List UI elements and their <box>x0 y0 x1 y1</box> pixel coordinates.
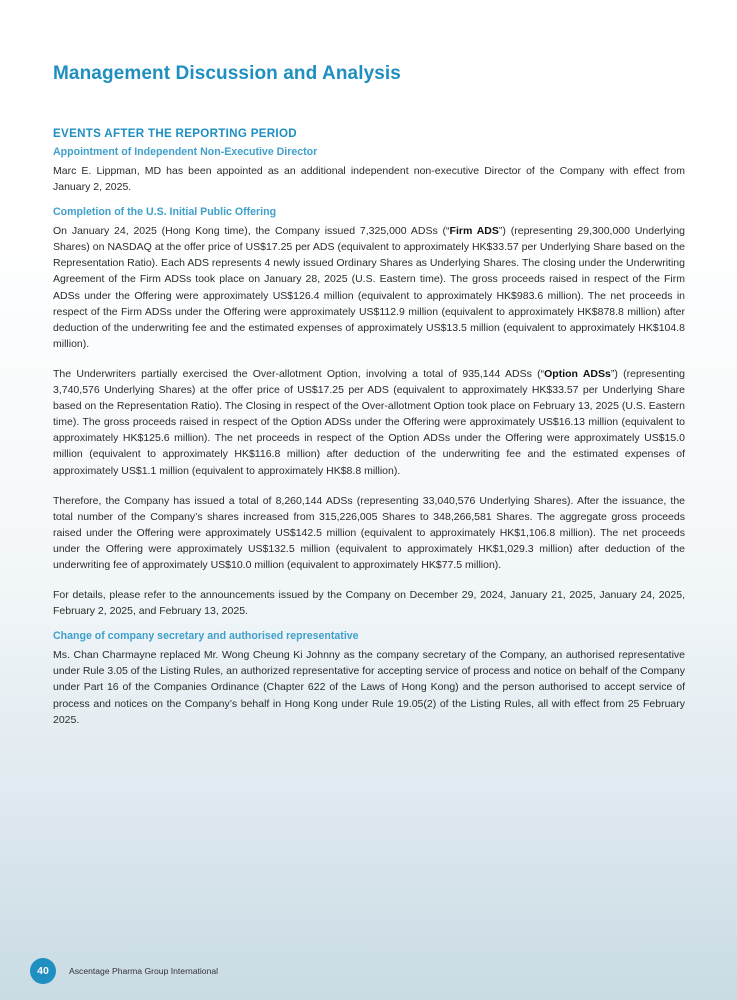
paragraph-ipo-details: For details, please refer to the announcements issued by the Company on December 29, 2024, January 21, 2025, January 24, 2025, February 2, 2025, and February 13, 2025. <box>53 589 685 618</box>
subheading-ipo: Completion of the U.S. Initial Public Offering <box>53 206 277 219</box>
text-span: ”) (representing 29,300,000 Underlying Shares) on NASDAQ at the offer price of US$17.25 per ADS (equivalent to approximately HK$33.57 per Underlying Share based on the Representation Ratio). Each ADS represents 4 newly issued Ordinary Shares as Underlying Shares. The closing under the Underwriting Agreement of the Firm ADSs took place on January 28, 2025 (U.S. Eastern time). The gross proceeds raised in respect of the Firm ADSs under the Offering were approximately US$126.4 million (equivalent to approximately HK$983.6 million). The net proceeds in respect of the Firm ADSs under the Offering were approximately US$112.9 million (equivalent to approximately HK$878.8 million) after deduction of the underwriting fee and the estimated expenses of approximately US$13.5 million (equivalent to approximately HK$104.8 million). <box>53 225 686 350</box>
section-heading: EVENTS AFTER THE REPORTING PERIOD <box>53 127 297 140</box>
bold-term-option-ads: Option ADSs <box>544 367 611 380</box>
paragraph-ipo-firm-ads <box>53 223 685 352</box>
subheading-appointment: Appointment of Independent Non-Executive Director <box>53 146 318 158</box>
footer-company-name: Ascentage Pharma Group International <box>69 966 219 976</box>
subheading-secretary: Change of company secretary and authorised representative <box>53 630 359 643</box>
text-span: ”) (representing 3,740,576 Underlying Shares) at the offer price of US$17.25 per ADS (equivalent to approximately HK$33.57 per Underlying Share based on the Representation Ratio). The Closing in respect of the Over-allotment Option took place on February 13, 2025 (U.S. Eastern time). The gross proceeds raised in respect of the Option ADSs under the Offering were approximately US$16.13 million (equivalent to approximately HK$125.6 million). The net proceeds in respect of the Option ADSs under the Offering were approximately US$15.0 million (equivalent to approximately HK$116.8 million) after deduction of the underwriting fee and the estimated expenses of approximately US$1.1 million (equivalent to approximately HK$8.8 million). <box>53 367 685 477</box>
main-content <box>53 127 685 728</box>
text-span: On January 24, 2025 (Hong Kong time), the Company issued 7,325,000 ADSs (“ <box>53 225 450 238</box>
paragraph-secretary: Ms. Chan Charmayne replaced Mr. Wong Cheung Ki Johnny as the company secretary of the Company, an authorised representative under Rule 3.05 of the Listing Rules, an authorized representative for accepting service of process and notice on behalf of the Company under Part 16 of the Companies Ordinance (Chapter 622 of the Laws of Hong Kong) and the person authorised to accept service of process and notices on the Company’s behalf in Hong Kong under Rule 19.05(2) of the Listing Rules, all with effect from 25 February 2025. <box>53 649 685 726</box>
paragraph-ipo-total: Therefore, the Company has issued a total of 8,260,144 ADSs (representing 33,040,576 Underlying Shares). After the issuance, the total number of the Company’s shares increased from 315,226,005 Shares to 348,266,581 Shares. The aggregate gross proceeds raised under the Offering were approximately US$142.5 million (equivalent to approximately HK$1,106.8 million). The net proceeds under the Offering were approximately US$132.5 million (equivalent to approximately HK$1,029.3 million) after deduction of the underwriting fee of approximately US$10.0 million (equivalent to approximately HK$77.5 million). <box>53 494 685 571</box>
text-span: The Underwriters partially exercised the Over-allotment Option, involving a total of 935,144 ADSs (“ <box>53 367 545 380</box>
page-title: Management Discussion and Analysis <box>53 63 401 84</box>
page-number: 40 <box>30 958 56 984</box>
footer <box>30 958 218 984</box>
paragraph-ipo-option-ads <box>53 366 685 479</box>
bold-term-firm-ads: Firm ADS <box>449 225 499 238</box>
paragraph-appointment: Marc E. Lippman, MD has been appointed as an additional independent non-executive Director of the Company with effect from January 2, 2025. <box>53 165 685 194</box>
